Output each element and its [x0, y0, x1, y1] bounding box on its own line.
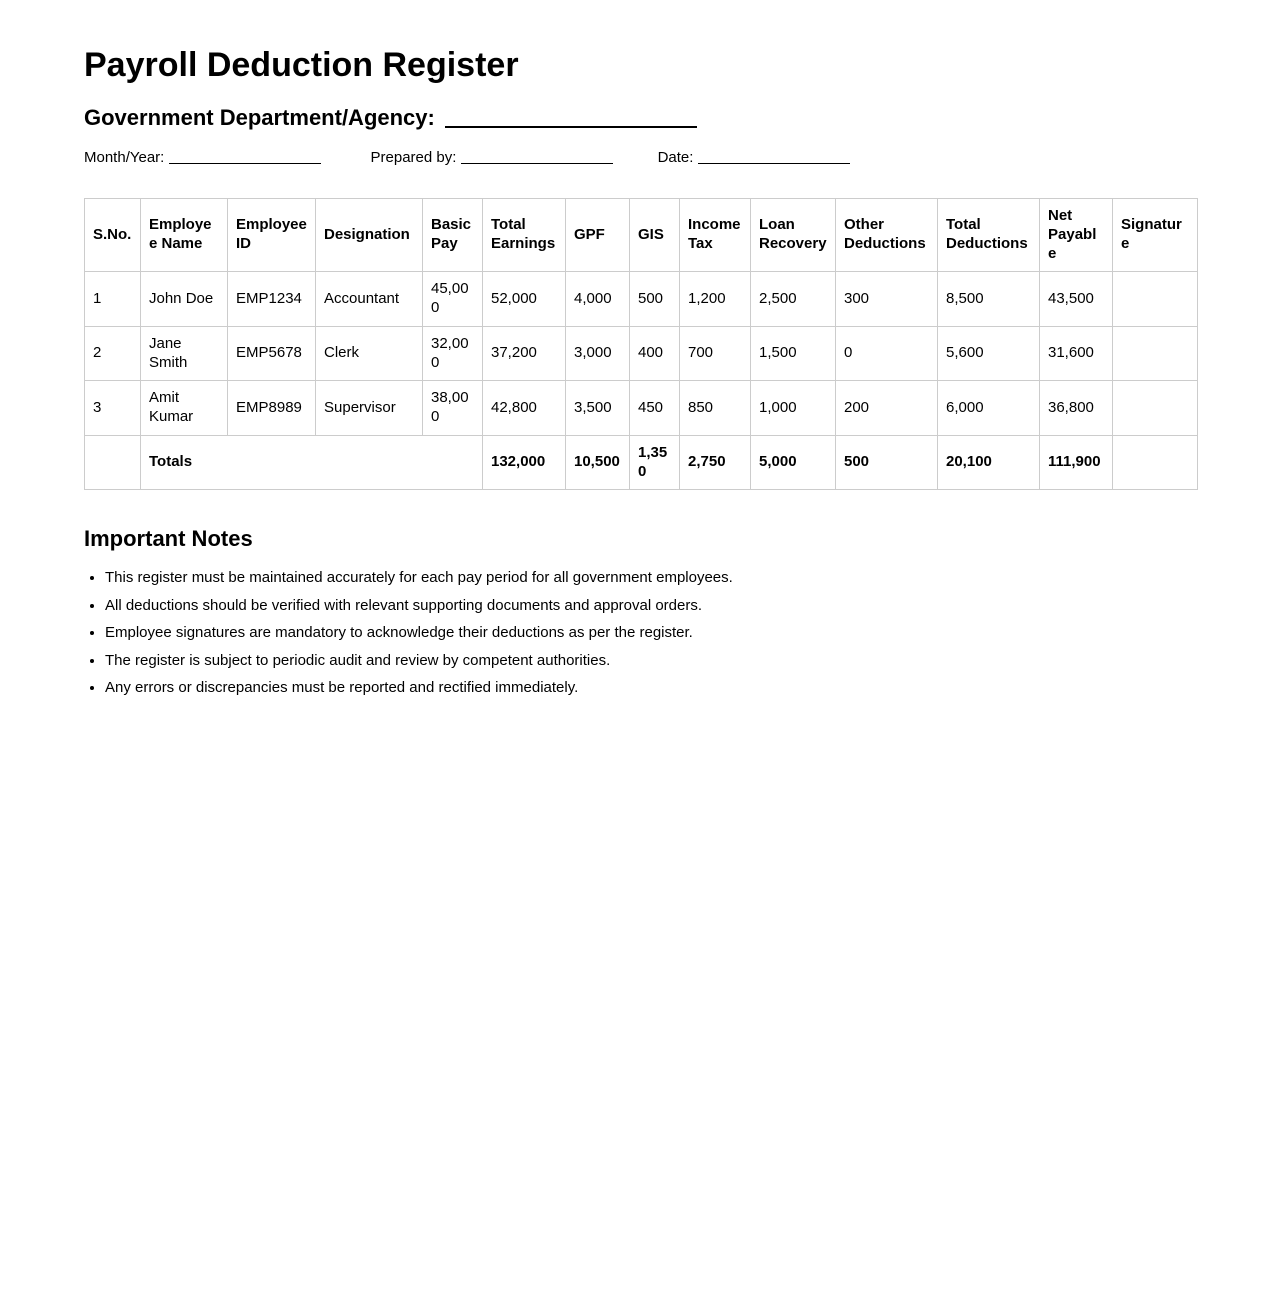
date-label: Date:: [657, 149, 694, 166]
meta-row: [84, 149, 1196, 166]
cell-employee-name: John Doe: [141, 272, 228, 327]
cell-total-deductions: 6,000: [938, 381, 1040, 436]
col-header-total-deductions: Total Deductions: [938, 199, 1040, 272]
cell-net-payable: 43,500: [1040, 272, 1113, 327]
table-row: [85, 326, 1198, 381]
table-row: [85, 381, 1198, 436]
cell-net-payable: 31,600: [1040, 326, 1113, 381]
cell-gpf: 4,000: [566, 272, 630, 327]
totals-gpf: 10,500: [566, 435, 630, 490]
month-year-field: [84, 149, 321, 166]
cell-signature: [1113, 272, 1198, 327]
col-header-employee-id: Employee ID: [228, 199, 316, 272]
cell-loan-recovery: 1,000: [751, 381, 836, 436]
cell-income-tax: 850: [680, 381, 751, 436]
col-header-signature: Signature: [1113, 199, 1198, 272]
month-year-blank-line: [169, 151, 321, 164]
cell-sno: 3: [85, 381, 141, 436]
cell-employee-id: EMP8989: [228, 381, 316, 436]
date-field: [658, 149, 851, 166]
col-header-other-deductions: Other Deductions: [836, 199, 938, 272]
col-header-net-payable: Net Payable: [1040, 199, 1113, 272]
cell-other-deductions: 200: [836, 381, 938, 436]
col-header-income-tax: Income Tax: [680, 199, 751, 272]
cell-signature: [1113, 381, 1198, 436]
cell-employee-name: Jane Smith: [141, 326, 228, 381]
cell-gpf: 3,000: [566, 326, 630, 381]
cell-gis: 450: [630, 381, 680, 436]
cell-signature: [1113, 326, 1198, 381]
totals-row: [85, 435, 1198, 490]
col-header-loan-recovery: Loan Recovery: [751, 199, 836, 272]
note-item: • The register is subject to periodic audit and review by competent authorities.: [105, 651, 1196, 671]
cell-sno: 1: [85, 272, 141, 327]
cell-loan-recovery: 2,500: [751, 272, 836, 327]
note-item: • Any errors or discrepancies must be reported and rectified immediately.: [105, 678, 1196, 698]
cell-total-earnings: 42,800: [483, 381, 566, 436]
col-header-gis: GIS: [630, 199, 680, 272]
cell-employee-id: EMP1234: [228, 272, 316, 327]
col-header-sno: S.No.: [85, 199, 141, 272]
cell-gis: 400: [630, 326, 680, 381]
cell-total-earnings: 52,000: [483, 272, 566, 327]
notes-list: [84, 568, 1196, 698]
note-item: • Employee signatures are mandatory to acknowledge their deductions as per the register.: [105, 623, 1196, 643]
cell-designation: Accountant: [316, 272, 423, 327]
agency-blank-line: [445, 108, 697, 128]
cell-basic-pay: 32,000: [423, 326, 483, 381]
table-row: [85, 272, 1198, 327]
agency-heading: [84, 105, 1196, 131]
col-header-basic-pay: Basic Pay: [423, 199, 483, 272]
cell-loan-recovery: 1,500: [751, 326, 836, 381]
totals-total-deductions: 20,100: [938, 435, 1040, 490]
cell-employee-name: Amit Kumar: [141, 381, 228, 436]
cell-total-deductions: 8,500: [938, 272, 1040, 327]
table-header-row: [85, 199, 1198, 272]
totals-gis: 1,350: [630, 435, 680, 490]
totals-signature-cell: [1113, 435, 1198, 490]
cell-other-deductions: 0: [836, 326, 938, 381]
cell-net-payable: 36,800: [1040, 381, 1113, 436]
col-header-gpf: GPF: [566, 199, 630, 272]
cell-designation: Clerk: [316, 326, 423, 381]
payroll-deduction-table: [84, 198, 1198, 490]
col-header-designation: Designation: [316, 199, 423, 272]
date-blank-line: [698, 151, 850, 164]
totals-label: Totals: [141, 435, 483, 490]
cell-designation: Supervisor: [316, 381, 423, 436]
agency-label: Government Department/Agency:: [84, 105, 435, 130]
note-item: • All deductions should be verified with relevant supporting documents and approval orders.: [105, 596, 1196, 616]
prepared-by-field: [371, 149, 614, 166]
cell-income-tax: 700: [680, 326, 751, 381]
totals-empty-sno-cell: [85, 435, 141, 490]
prepared-by-label: Prepared by:: [370, 149, 457, 166]
totals-income-tax: 2,750: [680, 435, 751, 490]
notes-title: Important Notes: [84, 526, 253, 552]
cell-basic-pay: 45,000: [423, 272, 483, 327]
cell-total-earnings: 37,200: [483, 326, 566, 381]
cell-total-deductions: 5,600: [938, 326, 1040, 381]
note-item: • This register must be maintained accurately for each pay period for all government employees.: [105, 568, 1196, 588]
cell-other-deductions: 300: [836, 272, 938, 327]
col-header-employee-name: Employee Name: [141, 199, 228, 272]
cell-gpf: 3,500: [566, 381, 630, 436]
cell-sno: 2: [85, 326, 141, 381]
prepared-by-blank-line: [461, 151, 613, 164]
totals-net-payable: 111,900: [1040, 435, 1113, 490]
totals-total-earnings: 132,000: [483, 435, 566, 490]
totals-other-deductions: 500: [836, 435, 938, 490]
col-header-total-earnings: Total Earnings: [483, 199, 566, 272]
cell-income-tax: 1,200: [680, 272, 751, 327]
cell-gis: 500: [630, 272, 680, 327]
cell-employee-id: EMP5678: [228, 326, 316, 381]
cell-basic-pay: 38,000: [423, 381, 483, 436]
totals-loan-recovery: 5,000: [751, 435, 836, 490]
month-year-label: Month/Year:: [84, 149, 165, 166]
page-title: Payroll Deduction Register: [84, 46, 519, 84]
